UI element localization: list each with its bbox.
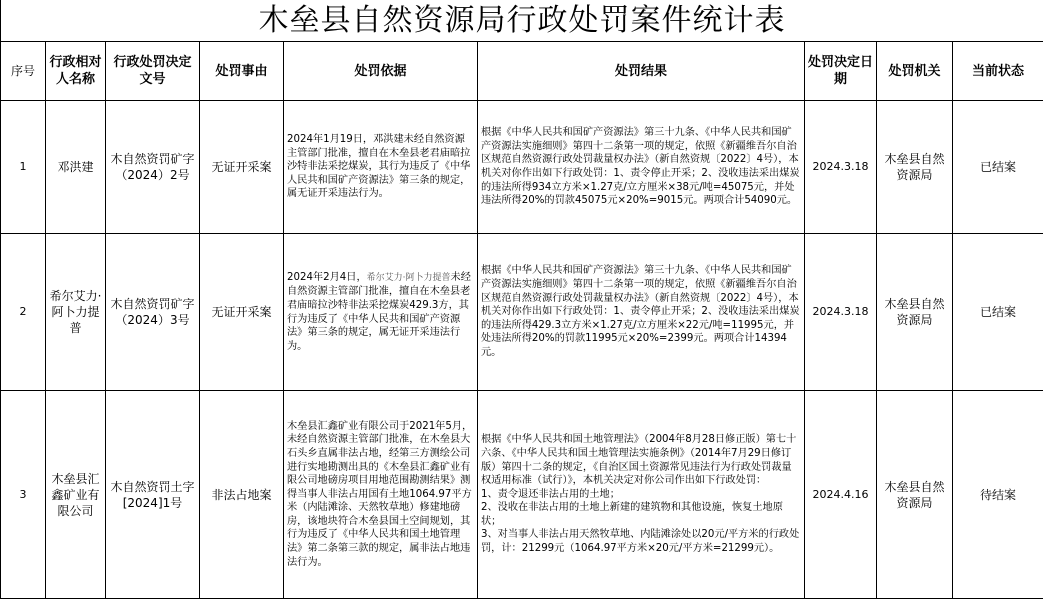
row-date: 2024.3.18: [805, 234, 877, 391]
table-row: [1, 391, 1043, 599]
result-paragraph: 根据《中华人民共和国土地管理法》（2004年8月28日修正版）第七十六条、《中华人民共和国土地管理法实施条例》（2014年7月29日修订版）第四十二条的规定，《自治区国土资源常见违法行为行政处罚裁量权适用标准（试行）》，本机关决定对你公司作出如下行政处罚：: [481, 434, 797, 487]
row-index: 1: [1, 101, 46, 234]
table-row: [1, 234, 1043, 391]
header-status: 当前状态: [953, 42, 1043, 101]
result-item: 3、对当事人非法占用天然牧草地、内陆滩涂处以20元/平方米的行政处罚，计：21299元（1064.97平方米×20元/平方米=21299元）。: [481, 529, 800, 555]
row-result: 根据《中华人民共和国矿产资源法》第三十九条、《中华人民共和国矿产资源法实施细则》第四十二条第一项的规定，依照《新疆维吾尔自治区规范自然资源行政处罚裁量权办法》（新自然资规〔2022〕4号），本机关对你作出如下行政处罚：1、责令停止开采；2、没收违法采出煤炭的违法所得934立方米×1.27克/立方厘米×38元/吨=45075元，并处违法所得20%的罚款45075元×20%=9015元。两项合计54090元。: [478, 101, 805, 234]
row-doc-no: 木自然资罚矿字（2024）3号: [106, 234, 200, 391]
row-date: 2024.4.16: [805, 391, 877, 599]
row-basis: 木垒县汇鑫矿业有限公司于2021年5月，未经自然资源主管部门批准，在木垒县大石头乡直属非法占地，经第三方测绘公司进行实地勘测出具的《木垒县汇鑫矿业有限公司地磅房项目用地范围勘测结果》测得当事人非法占用国有土地1064.97平方米（内陆滩涂、天然牧草地）修建地磅房，该地块符合木垒县国土空间规划，其行为违反了《中华人民共和国土地管理法》第二条第三款的规定，属非法占地违法行为。: [284, 391, 478, 599]
header-result: 处罚结果: [478, 42, 805, 101]
row-doc-no: 木自然资罚矿字（2024）2号: [106, 101, 200, 234]
row-party: 邓洪建: [46, 101, 106, 234]
table-row: [1, 101, 1043, 234]
basis-body: 未经自然资源主管部门批准，擅自在木垒县老君庙暗拉沙特非法采挖煤炭429.3方，其行为违反了《中华人民共和国矿产资源法》第三条的规定，属无证开采违法行为。: [287, 271, 471, 352]
header-basis: 处罚依据: [284, 42, 478, 101]
row-reason: 无证开采案: [200, 101, 284, 234]
row-index: 3: [1, 391, 46, 599]
row-authority: 木垒县自然资源局: [877, 234, 953, 391]
row-result: [478, 391, 805, 599]
result-item: 2、没收在非法占用的土地上新建的建筑物和其他设施，恢复土地原状；: [481, 502, 783, 527]
result-item: 1、责令退还非法占用的土地；: [481, 488, 620, 500]
row-basis: [284, 234, 478, 391]
row-status: 待结案: [953, 391, 1043, 599]
basis-date: 2024年2月4日，: [287, 271, 367, 283]
header-reason: 处罚事由: [200, 42, 284, 101]
basis-party-name: 希尔艾力·阿卜力提普: [366, 272, 451, 283]
row-reason: 无证开采案: [200, 234, 284, 391]
header-doc-no: 行政处罚决定文号: [106, 42, 200, 101]
row-party: 木垒县汇鑫矿业有限公司: [46, 391, 106, 599]
row-doc-no: 木自然资罚土字[2024]1号: [106, 391, 200, 599]
header-date: 处罚决定日期: [805, 42, 877, 101]
header-row: [1, 42, 1043, 101]
row-reason: 非法占地案: [200, 391, 284, 599]
header-index: 序号: [1, 42, 46, 101]
row-party: 希尔艾力·阿卜力提普: [46, 234, 106, 391]
row-basis: 2024年1月19日，邓洪建未经自然资源主管部门批准，擅自在木垒县老君庙暗拉沙特非法采挖煤炭，其行为违反了《中华人民共和国矿产资源法》第三条的规定，属无证开采违法行为。: [284, 101, 478, 234]
row-result: 根据《中华人民共和国矿产资源法》第三十九条、《中华人民共和国矿产资源法实施细则》第四十二条第一项的规定，依照《新疆维吾尔自治区规范自然资源行政处罚裁量权办法》（新自然资规〔2022〕4号），本机关对你作出如下行政处罚：1、责令停止开采；2、没收违法采出煤炭的违法所得429.3立方米×1.27克/立方厘米×22元/吨=11995元，并处违法所得20%的罚款11995元×20%=2399元。两项合计14394元。: [478, 234, 805, 391]
table-title: 木垒县自然资源局行政处罚案件统计表: [1, 0, 1043, 42]
row-authority: 木垒县自然资源局: [877, 391, 953, 599]
row-authority: 木垒县自然资源局: [877, 101, 953, 234]
row-status: 已结案: [953, 101, 1043, 234]
header-party: 行政相对人名称: [46, 42, 106, 101]
row-index: 2: [1, 234, 46, 391]
header-authority: 处罚机关: [877, 42, 953, 101]
row-status: 已结案: [953, 234, 1043, 391]
row-date: 2024.3.18: [805, 101, 877, 234]
